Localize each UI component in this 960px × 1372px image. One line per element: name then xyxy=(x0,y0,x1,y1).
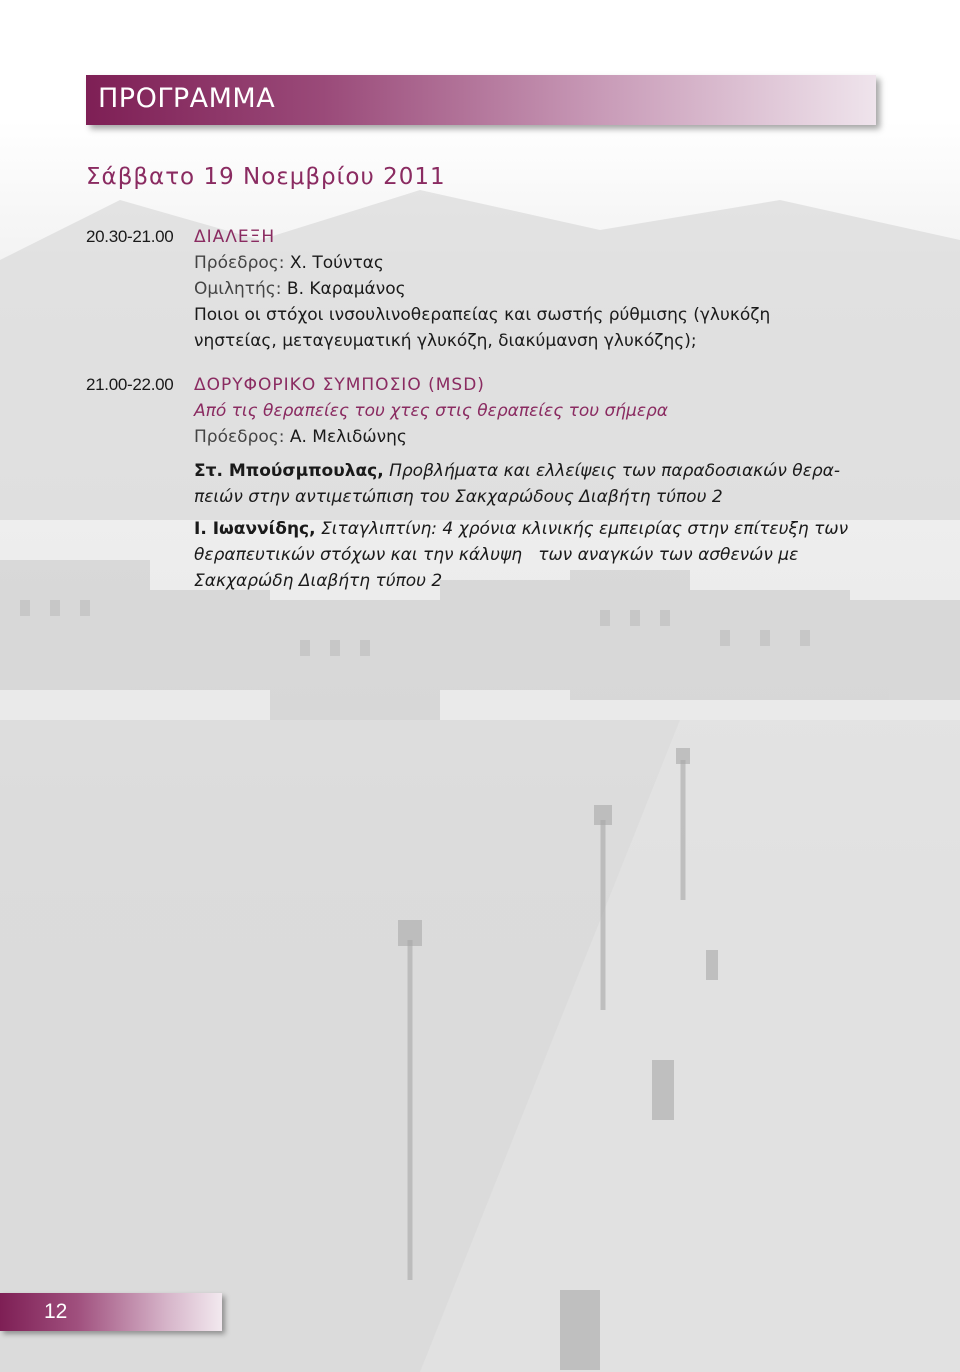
chair-label: Πρόεδρος: xyxy=(194,253,285,273)
session-time: 21.00-22.00 xyxy=(86,375,174,394)
talk-title-line-2: νηστείας, μεταγευματική γλυκόζη, διακύμανση γλυκόζης); xyxy=(194,331,697,351)
chair-name: Α. Μελιδώνης xyxy=(289,427,407,447)
session-heading: ΔΟΡΥΦΟΡΙΚΟ ΣΥΜΠΟΣΙΟ (MSD) xyxy=(194,375,485,395)
page-title: ΠΡΟΓΡΑΜΜΑ xyxy=(98,83,276,114)
talk-title-line-1: Ποιοι οι στόχοι ινσουλινοθεραπείας και σωστής ρύθμισης (γλυκόζη xyxy=(194,305,771,325)
chair-name: Χ. Τούντας xyxy=(289,253,384,273)
talk-title: Σιταγλιπτίνη: 4 χρόνια κλινικής εμπειρίας στην επίτευξη των xyxy=(321,519,849,539)
program-title-bar xyxy=(86,75,876,125)
talk-line-1 xyxy=(194,516,874,542)
chair-line xyxy=(194,424,874,450)
talk-item xyxy=(194,516,874,594)
talk-speaker: Ι. Ιωαννίδης, xyxy=(194,519,316,539)
speaker-label: Ομιλητής: xyxy=(194,279,282,299)
speaker-name: Β. Καραμάνος xyxy=(286,279,406,299)
talk-line-2: θεραπευτικών στόχων και την κάλυψη των αναγκών των ασθενών με xyxy=(194,545,799,565)
talk-title: Προβλήματα και ελλείψεις των παραδοσιακών θερα- xyxy=(389,461,841,481)
talk-item xyxy=(194,458,874,510)
talk-line-3: Σακχαρώδη Διαβήτη τύπου 2 xyxy=(194,571,443,591)
chair-line xyxy=(194,250,874,276)
talk-line-1 xyxy=(194,458,874,484)
session-time: 20.30-21.00 xyxy=(86,227,174,246)
talk-line-2: πειών στην αντιμετώπιση του Σακχαρώδους Διαβήτη τύπου 2 xyxy=(194,487,723,507)
page-number: 12 xyxy=(44,1300,68,1323)
session-heading: ΔΙΑΛΕΞΗ xyxy=(194,227,276,247)
talk-speaker: Στ. Μπούσμπουλας, xyxy=(194,461,384,481)
session-subtitle: Από τις θεραπείες του χτες στις θεραπείες του σήμερα xyxy=(194,401,669,421)
event-date: Σάββατο 19 Νοεμβρίου 2011 xyxy=(86,164,446,190)
speaker-line xyxy=(194,276,874,302)
chair-label: Πρόεδρος: xyxy=(194,427,285,447)
page-number-tab xyxy=(0,1293,222,1331)
